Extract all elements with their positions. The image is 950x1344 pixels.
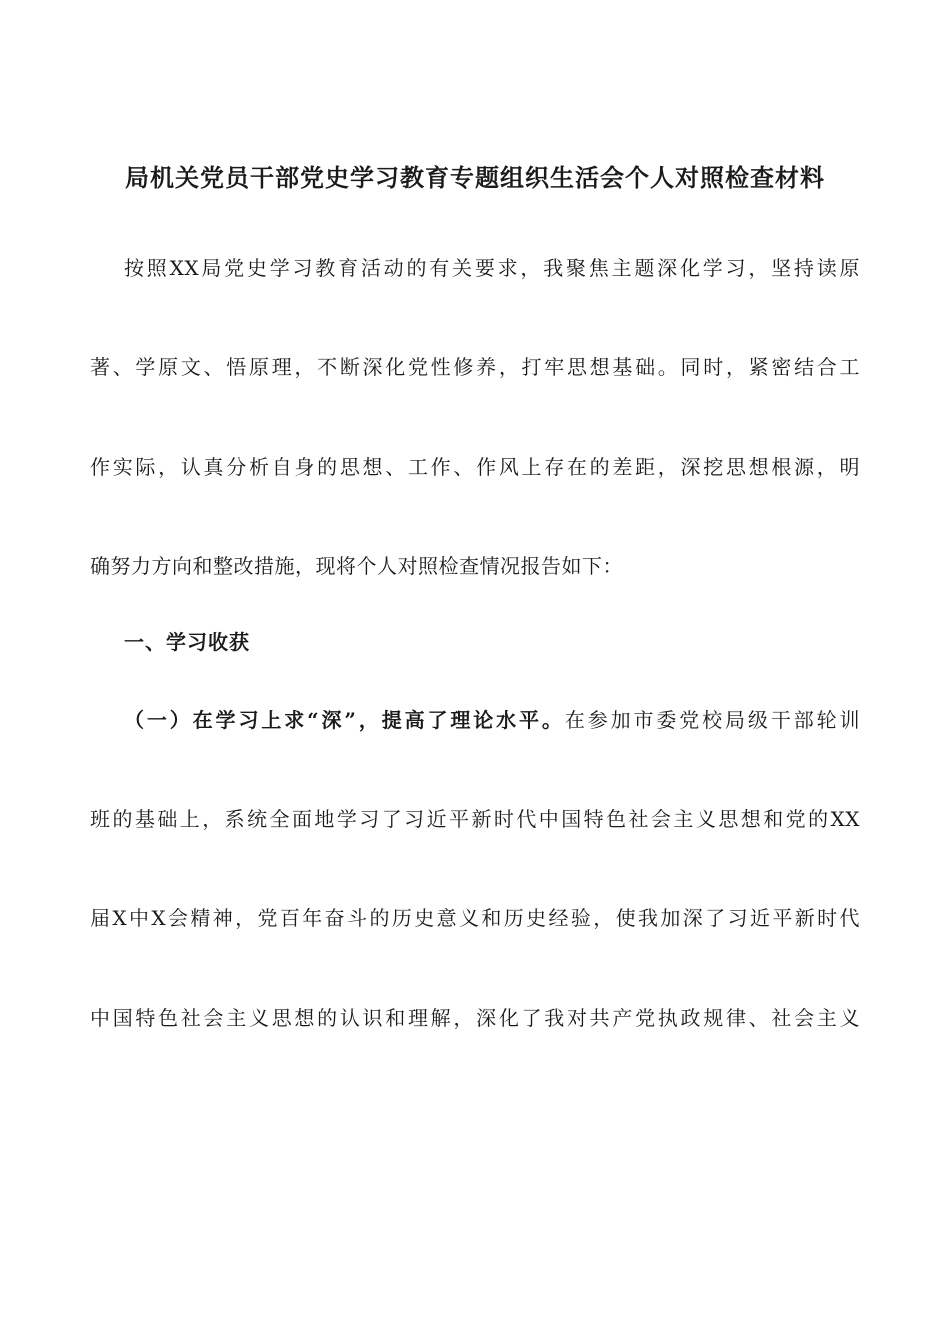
subsection-line-4: 中国特色社会主义思想的认识和理解，深化了我对共产党执政规律、社会主义: [90, 1006, 860, 1030]
subsection-bold-lead: （一）在学习上求“深”，提高了理论水平。: [124, 708, 565, 732]
intro-line-1: 按照XX局党史学习教育活动的有关要求，我聚焦主题深化学习，坚持读原: [124, 256, 860, 280]
intro-line-2: 著、学原文、悟原理，不断深化党性修养，打牢思想基础。同时，紧密结合工: [90, 355, 860, 379]
intro-line-4: 确努力方向和整改措施，现将个人对照检查情况报告如下：: [90, 554, 623, 578]
subsection-line-1: [124, 705, 860, 735]
subsection-line-1-rest: 在参加市委党校局级干部轮训: [564, 708, 860, 732]
intro-line-3: 作实际，认真分析自身的思想、工作、作风上存在的差距，深挖思想根源，明: [90, 455, 860, 479]
section-heading-learning-gains: 一、学习收获: [124, 630, 250, 654]
document-title: 局机关党员干部党史学习教育专题组织生活会个人对照检查材料: [125, 163, 825, 192]
subsection-line-2: 班的基础上，系统全面地学习了习近平新时代中国特色社会主义思想和党的XX: [90, 807, 860, 831]
subsection-line-3: 届X中X会精神，党百年奋斗的历史意义和历史经验，使我加深了习近平新时代: [90, 906, 860, 930]
